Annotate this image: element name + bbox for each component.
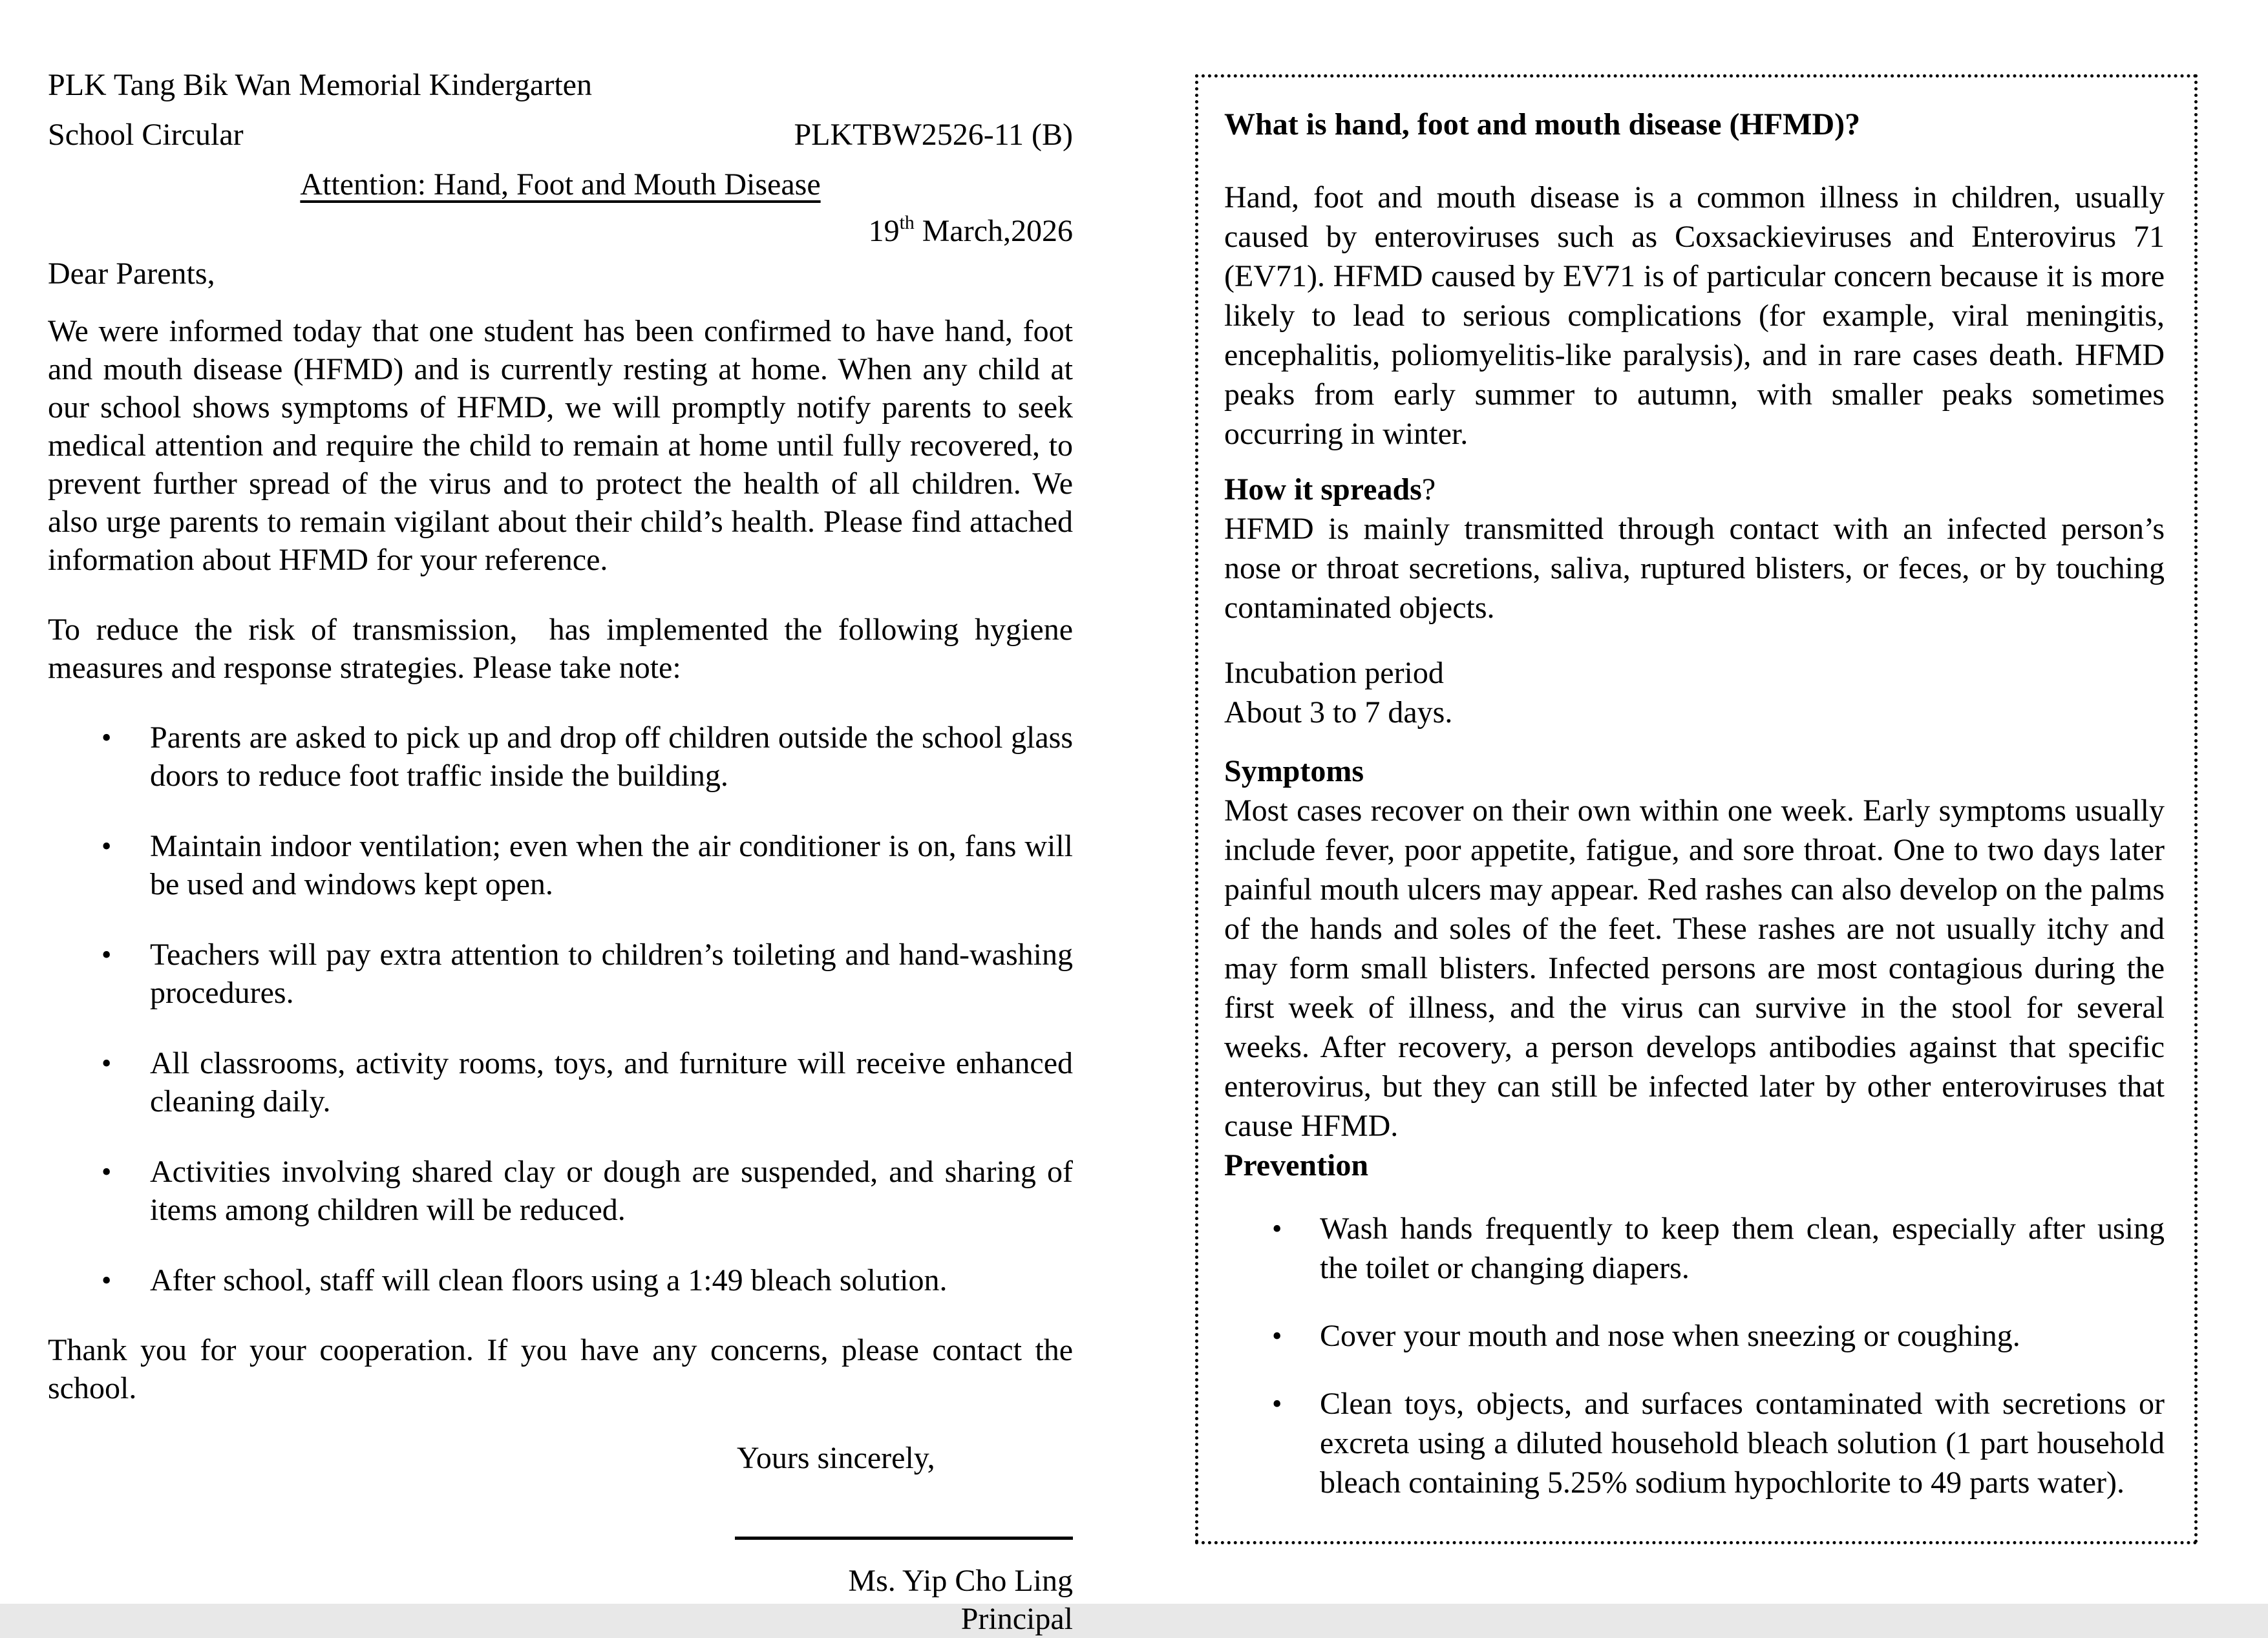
- signer-name: Ms. Yip Cho Ling: [848, 1564, 1073, 1598]
- valediction: Yours sincerely,: [737, 1441, 935, 1475]
- list-item-text: Activities involving shared clay or dough are suspended, and sharing of items among children will be reduced.: [150, 1155, 1073, 1227]
- prevention-list: [1224, 1209, 2165, 1502]
- section-heading-prevention: Prevention: [1224, 1148, 1369, 1182]
- list-item-text: Clean toys, objects, and surfaces contaminated with secretions or excreta using a diluted household bleach solution (1 part household bleach containing 5.25% sodium hypochlorite to 49 parts water).: [1320, 1387, 2165, 1500]
- letter-paragraph-1: We were informed today that one student has been confirmed to have hand, foot and mouth disease (HFMD) and is currently resting at home. When any child at our school shows symptoms of HFMD, we will promptly notify parents to seek medical attention and require the child to remain at home until fully recovered, to prevent further spread of the virus and to protect the health of all children. We also urge parents to remain vigilant about their child’s health. Please find attached information about HFMD for your reference.: [48, 314, 1073, 577]
- circular-date: [48, 207, 1073, 248]
- hygiene-measures-list: [48, 719, 1073, 1299]
- letter-paragraph-2: To reduce the risk of transmission, has implemented the following hygiene measures and response strategies. Please take note:: [48, 613, 1073, 685]
- subject-heading-wrap: [48, 165, 1073, 204]
- list-item-text: After school, staff will clean floors using a 1:49 bleach solution.: [150, 1263, 948, 1297]
- list-item: [48, 1153, 1073, 1229]
- list-item: [1224, 1209, 2165, 1288]
- hfmd-intro-paragraph: Hand, foot and mouth disease is a common illness in children, usually caused by enteroviruses such as Coxsackieviruses and Enterovirus 71 (EV71). HFMD caused by EV71 is of particular concern because it is more likely to lead to serious complications (for example, viral meningitis, encephalitis, poliomyelitis-like paralysis), and in rare cases death. HFMD peaks from early summer to autumn, with smaller peaks sometimes occurring in winter.: [1224, 180, 2165, 451]
- section-heading-spread: [1224, 470, 2165, 509]
- salutation: Dear Parents,: [48, 257, 215, 291]
- doc-type-label: School Circular: [48, 118, 244, 152]
- list-item-text: Cover your mouth and nose when sneezing or coughing.: [1320, 1319, 2020, 1353]
- info-title: What is hand, foot and mouth disease (HFMD)?: [1224, 107, 1861, 142]
- spread-heading-qmark: ?: [1421, 472, 1436, 507]
- list-item-text: Maintain indoor ventilation; even when the air conditioner is on, fans will be used and windows kept open.: [150, 829, 1073, 901]
- circular-letter-page: [48, 66, 1073, 1638]
- subject-heading: Attention: Hand, Foot and Mouth Disease: [300, 167, 821, 202]
- list-item: [48, 936, 1073, 1012]
- closing-paragraph: Thank you for your cooperation. If you have any concerns, please contact the school.: [48, 1333, 1073, 1405]
- list-item: [48, 1044, 1073, 1120]
- list-item-text: Teachers will pay extra attention to children’s toileting and hand-washing procedures.: [150, 938, 1073, 1010]
- list-item-text: All classrooms, activity rooms, toys, and furniture will receive enhanced cleaning daily.: [150, 1046, 1073, 1118]
- signature-line: [735, 1537, 1073, 1540]
- section-heading-symptoms: Symptoms: [1224, 754, 1364, 788]
- list-item: [48, 827, 1073, 903]
- list-item-text: Parents are asked to pick up and drop off children outside the school glass doors to reduce foot traffic inside the building.: [150, 720, 1073, 793]
- spread-paragraph: HFMD is mainly transmitted through contact with an infected person’s nose or throat secretions, saliva, ruptured blisters, or feces, or by touching contaminated objects.: [1224, 512, 2165, 625]
- date-month-year: March,2026: [914, 214, 1073, 248]
- date-day: 19: [868, 214, 900, 248]
- school-name: PLK Tang Bik Wan Memorial Kindergarten: [48, 68, 592, 102]
- incubation-label: Incubation period: [1224, 656, 1444, 690]
- symptoms-paragraph: Most cases recover on their own within one week. Early symptoms usually include fever, poor appetite, fatigue, and sore throat. One to two days later painful mouth ulcers may appear. Red rashes can also develop on the palms of the hands and soles of the feet. These rashes are not usually itchy and may form small blisters. Infected persons are most contagious during the first week of illness, and the virus can survive in the stool for several weeks. After recovery, a person develops antibodies against that specific enterovirus, but they can still be infected later by other enteroviruses that cause HFMD.: [1224, 793, 2165, 1143]
- list-item: [1224, 1316, 2165, 1356]
- incubation-value: About 3 to 7 days.: [1224, 695, 1453, 730]
- signer-title: Principal: [960, 1602, 1073, 1636]
- hfmd-info-box: [1195, 74, 2198, 1544]
- spread-heading-text: How it spreads: [1224, 472, 1422, 507]
- list-item: [1224, 1384, 2165, 1502]
- list-item-text: Wash hands frequently to keep them clean, especially after using the toilet or changing diapers.: [1320, 1212, 2165, 1285]
- list-item: [48, 719, 1073, 795]
- reference-number: PLKTBW2526-11 (B): [794, 118, 1073, 152]
- list-item: [48, 1261, 1073, 1299]
- circular-header-row: [48, 116, 1073, 154]
- date-ordinal: th: [899, 212, 915, 233]
